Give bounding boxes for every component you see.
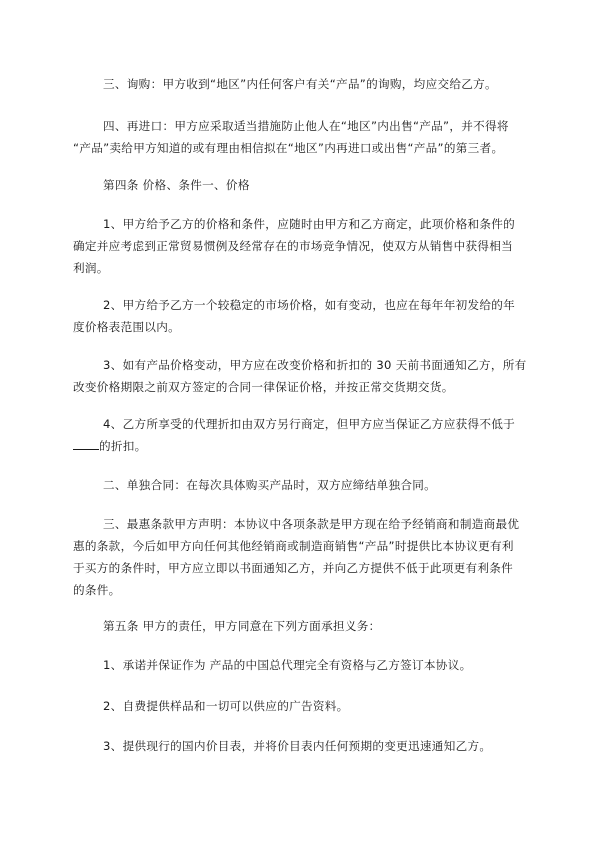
text-line: 四、再进口：甲方应采取适当措施防止他人在“地区”内出售“产品”，并不得将 [103, 119, 509, 133]
text-fragment: 的折扣。 [99, 439, 147, 453]
text-line: 第五条 甲方的责任，甲方同意在下列方面承担义务： [103, 619, 381, 633]
text-line: 三、最惠条款甲方声明：本协议中各项条款是甲方现在给予经销商和制造商最优 [103, 517, 520, 531]
text-line: 于买方的条件时，甲方应立即以书面通知乙方，并向乙方提供不低于此项更有利条件 [73, 561, 514, 575]
text-line: 利润。 [73, 261, 109, 275]
text-line: 2、甲方给予乙方一个较稳定的市场价格，如有变动，也应在每年年初发给的年 [103, 298, 516, 312]
text-line: 3、如有产品价格变动，甲方应在改变价格和折扣的 30 天前书面通知乙方，所有 [103, 358, 527, 372]
article-5-heading [103, 615, 523, 637]
text-line: 4、乙方所享受的代理折扣由双方另行商定，但甲方应当保证乙方应获得不低于 [103, 417, 516, 431]
article-4-heading [103, 174, 523, 196]
fill-in-blank [73, 437, 99, 450]
paragraph-duty-3 [103, 735, 523, 757]
paragraph-price-1 [73, 213, 523, 279]
text-line: 确定并应考虑到正常贸易惯例及经常存在的市场竞争情况，使双方从销售中获得相当 [73, 239, 514, 253]
text-line: 三、询购：甲方收到“地区”内任何客户有关“产品”的询购，均应交给乙方。 [103, 77, 497, 91]
paragraph-inquiry [103, 73, 523, 95]
paragraph-price-3 [73, 354, 527, 398]
text-line: 二、单独合同：在每次具体购买产品时，双方应缔结单独合同。 [103, 478, 437, 492]
paragraph-duty-2 [103, 695, 523, 717]
paragraph-price-2 [73, 294, 523, 338]
text-line: 1、承诺并保证作为 产品的中国总代理完全有资格与乙方签订本协议。 [103, 658, 472, 672]
paragraph-price-4 [99, 413, 523, 457]
text-line: 3、提供现行的国内价目表，并将价目表内任何预期的变更迅速通知乙方。 [103, 739, 492, 753]
text-line-with-blank [73, 435, 523, 457]
text-line: 惠的条款，今后如甲方向任何其他经销商或制造商销售“产品”时提供比本协议更有利 [73, 539, 514, 553]
text-line: 度价格表范围以内。 [73, 320, 181, 334]
paragraph-separate-contract [103, 474, 523, 496]
paragraph-reimport [73, 115, 523, 159]
text-line: 改变价格期限之前双方签定的合同一律保证价格，并按正常交货期交货。 [73, 380, 454, 394]
text-line: 2、自费提供样品和一切可以供应的广告资料。 [103, 699, 349, 713]
paragraph-most-favored [73, 513, 523, 601]
paragraph-duty-1 [103, 654, 523, 676]
text-line: “产品”卖给甲方知道的或有理由相信拟在“地区”内再进口或出售“产品”的第三者。 [73, 141, 504, 155]
text-line: 的条件。 [73, 583, 121, 597]
text-line: 1、甲方给予乙方的价格和条件，应随时由甲方和乙方商定，此项价格和条件的 [103, 217, 516, 231]
text-line: 第四条 价格、条件一、价格 [103, 178, 250, 192]
